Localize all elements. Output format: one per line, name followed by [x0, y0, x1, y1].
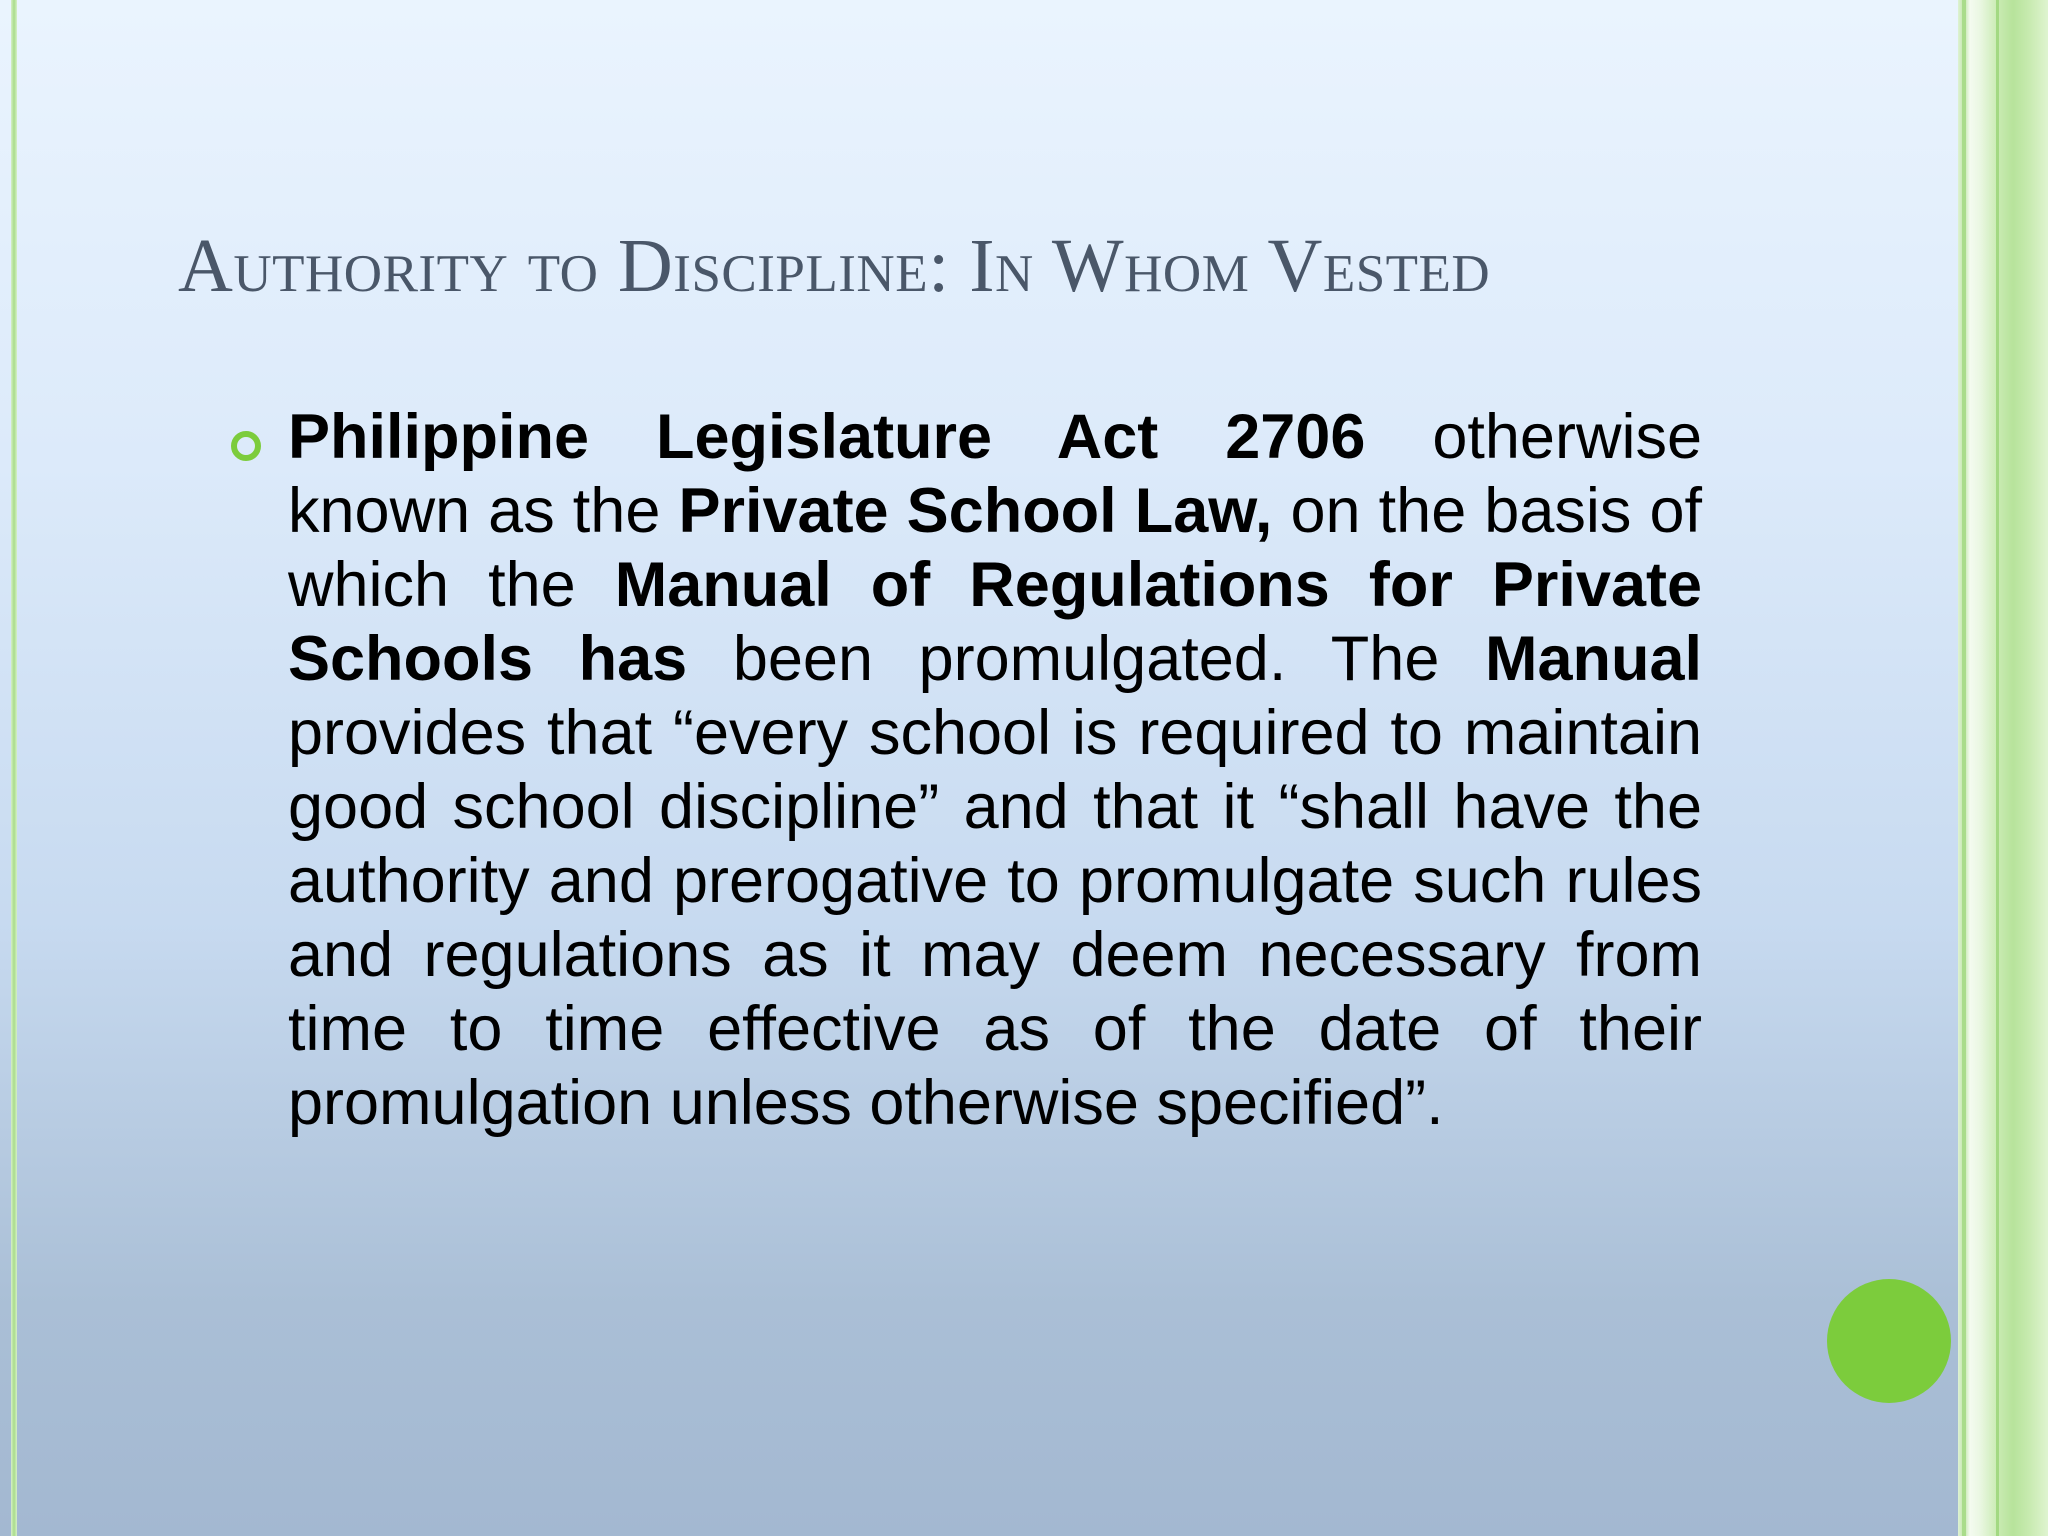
right-decorative-band — [1958, 0, 2048, 1536]
text-segment: provides that “every school is required to maintain good school discipline” and that it “shall have the authority and prerogative to promulgate such rules and regulations as it may deem necessary from time to time effective as of the date of their promulgation unless otherwise specified”. — [288, 698, 1702, 1138]
left-border-line — [11, 0, 17, 1536]
text-segment: on the basis of which the — [288, 476, 1702, 620]
decorative-green-circle — [1827, 1279, 1951, 1403]
slide-title: Authority to Discipline: In Whom Vested — [178, 224, 1491, 308]
bold-law-name: Private School Law, — [678, 476, 1273, 546]
ring-bullet-icon — [231, 431, 261, 461]
right-border-line-outer — [1996, 0, 1999, 1536]
bold-act-name: Philippine Legislature Act 2706 — [288, 402, 1366, 472]
right-border-line-inner — [1962, 0, 1966, 1536]
bold-manual: Manual — [1484, 624, 1702, 694]
text-segment: otherwise known as the — [288, 402, 1702, 546]
text-segment: been promulgated. The — [687, 624, 1485, 694]
bold-manual-title: Manual of Regulations for Private Schools has — [288, 550, 1703, 694]
bullet-paragraph — [288, 400, 1702, 1140]
